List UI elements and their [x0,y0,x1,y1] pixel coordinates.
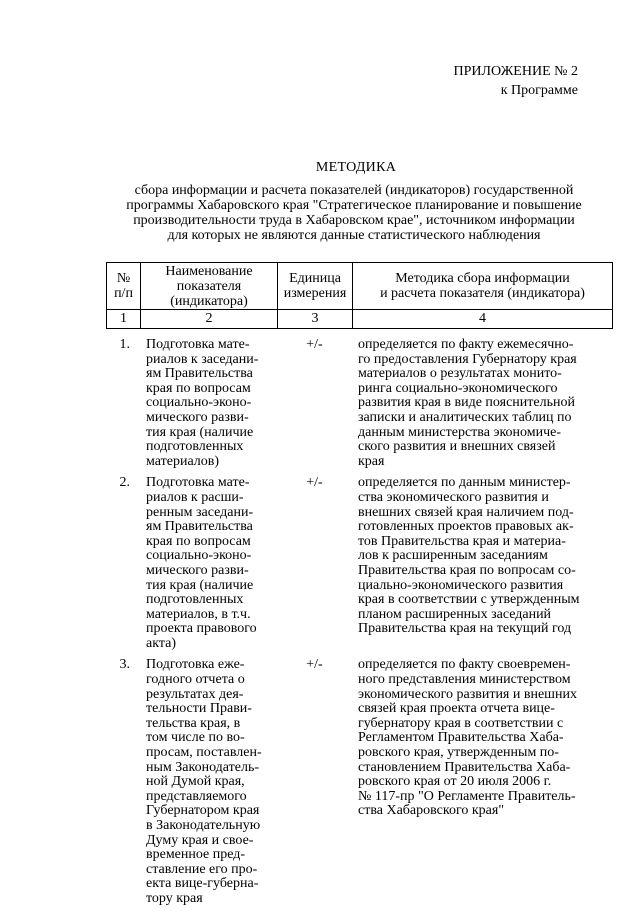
indicator-name-line: ным Законодатель- [146,759,260,775]
column-number: 1 [107,310,141,329]
indicator-name-line: Думу края и свое- [146,832,254,848]
methodology-line: № 117-пр "О Регламенте Правитель- [358,788,576,804]
methodology-text [352,658,612,913]
indicator-name-line: Подготовка мате- [146,337,250,352]
header-unit [278,263,353,310]
indicator-name [140,658,277,913]
methodology-line: ства экономического развития и [358,489,549,505]
methodology-line: края [358,453,385,469]
column-number: 2 [141,310,278,329]
document-subtitle [104,183,604,243]
methodology-line: циально-экономического развития [358,577,564,593]
methodology-line: связей края проекта отчета вице- [358,701,555,717]
indicator-name-line: Подготовка еже- [146,657,245,673]
indicator-name-line: Губернатором края [146,803,260,819]
header-line: (индикатора) [170,293,248,309]
indicator-name-line: просам, поставлен- [146,745,262,761]
header-line: Методика сбора информации [395,271,570,286]
appendix-title: ПРИЛОЖЕНИЕ № 2 [453,64,578,79]
header-line: Наименование [165,263,253,279]
indicator-name-line: ям Правительства [146,366,253,382]
methodology-line: ровского края, утвержденным по- [358,745,559,761]
indicator-name-line: риалов к заседани- [146,351,259,367]
header-line: показателя [176,278,242,294]
methodology-line: экономического развития и внешних [358,686,577,702]
unit-value: +/- [306,475,323,491]
indicator-name-line: ям Правительства [146,519,253,535]
methodology-line: края в соответствии с утвержденным [358,592,580,608]
subtitle-line: производительности труда в Хабаровском крае", источником информации [133,213,575,228]
indicator-name-line: подготовленных [146,592,244,608]
indicator-name-line: края по вопросам [146,533,251,549]
methodology-line: определяется по факту ежемесячно- [358,337,574,352]
header-methodology [353,263,613,310]
indicator-name-line: тия края (наличие [146,577,254,593]
appendix-label [454,62,579,100]
methodology-line: внешних связей края наличием под- [358,504,574,520]
methodology-line: ровского края от 20 июля 2006 г. [358,774,552,790]
methodology-line: лов к расширенным заседаниям [358,548,548,564]
indicator-name-line: тия края (наличие [146,424,254,440]
indicator-name-line: тору края [146,890,203,906]
indicator-name-line: Подготовка мате- [146,475,250,491]
header-line: и расчета показателя (индикатора) [380,286,585,301]
methodology-table-header [106,262,613,329]
document-title: МЕТОДИКА [315,160,397,175]
indicator-name-line: ренным заседани- [146,504,254,520]
header-line: измерения [283,286,347,301]
methodology-line: Правительства края на текущий год [358,621,572,637]
indicator-name [140,338,277,476]
indicator-name-line: ставление его про- [146,861,258,877]
methodology-text [352,476,612,658]
indicator-name-line: тельности Прави- [146,701,252,717]
methodology-line: данным министерства экономиче- [358,424,562,440]
indicator-name-line: материалов, в т.ч. [146,606,251,622]
column-number-row [107,310,613,329]
header-line: Единица [289,271,341,286]
unit-value: +/- [306,657,323,673]
indicator-name-line: акта) [146,635,176,651]
methodology-line: тов Правительства края и материа- [358,533,566,549]
table-row [106,658,612,913]
methodology-text [352,338,612,476]
methodology-line: Правительства края по вопросам со- [358,562,576,578]
indicator-name-line: том числе по во- [146,730,245,746]
indicator-name-line: екта вице-губерна- [146,876,259,892]
indicator-name-line: края по вопросам [146,380,251,396]
indicator-name-line: представляемого [146,788,247,804]
indicator-name-line: материалов) [146,453,220,469]
indicator-name-line: мического разви- [146,562,249,578]
unit-value: +/- [306,337,323,352]
indicator-name-line: мического разви- [146,409,249,425]
methodology-line: определяется по данным министер- [358,475,571,491]
methodology-line: губернатору края в соответствии с [358,715,564,731]
column-number: 3 [278,310,353,329]
indicator-name-line: ной Думой края, [146,774,245,790]
methodology-line: становлением Правительства Хаба- [358,759,571,775]
header-number [107,263,141,310]
row-number: 3. [119,657,130,673]
methodology-line: ного представления министерством [358,672,571,688]
methodology-line: определяется по факту своевремен- [358,657,571,673]
row-number: 2. [119,475,130,491]
subtitle-line: для которых не являются данные статистического наблюдения [167,228,541,243]
header-line: п/п [114,286,133,301]
methodology-line: развития края в виде пояснительной [358,395,575,411]
header-row [107,263,613,310]
methodology-line: ства Хабаровского края" [358,803,505,819]
methodology-line: записки и аналитических таблиц по [358,409,572,425]
header-line: № [116,271,131,286]
indicator-name-line: тельства края, в [146,715,241,731]
indicator-name-line: временное пред- [146,847,246,863]
indicator-name-line: социально-эконо- [146,395,252,411]
indicator-name [140,476,277,658]
methodology-line: Регламентом Правительства Хаба- [358,730,564,746]
methodology-line: материалов о результатах монито- [358,366,562,382]
methodology-table-body [106,338,612,914]
indicator-name-line: социально-эконо- [146,548,252,564]
appendix-reference: к Программе [500,83,578,98]
header-indicator-name [141,263,278,310]
indicator-name-line: проекта правового [146,621,257,637]
subtitle-line: сбора информации и расчета показателей (индикаторов) государственной [134,183,574,198]
table-row [106,338,612,476]
methodology-line: ринга социально-экономического [358,380,558,396]
indicator-name-line: годного отчета о [146,672,245,688]
indicator-name-line: подготовленных [146,439,244,455]
methodology-line: готовленных проектов правовых ак- [358,519,574,535]
methodology-line: ского развития и внешних связей [358,439,556,455]
subtitle-line: программы Хабаровского края "Стратегическое планирование и повышение [126,198,582,213]
table-row [106,476,612,658]
indicator-name-line: в Законодательную [146,818,261,833]
indicator-name-line: риалов к расши- [146,489,244,505]
methodology-line: го предоставления Губернатору края [358,351,577,367]
methodology-line: планом расширенных заседаний [358,606,552,622]
column-number: 4 [353,310,613,329]
indicator-name-line: результатах дея- [146,686,244,702]
row-number: 1. [119,337,130,352]
